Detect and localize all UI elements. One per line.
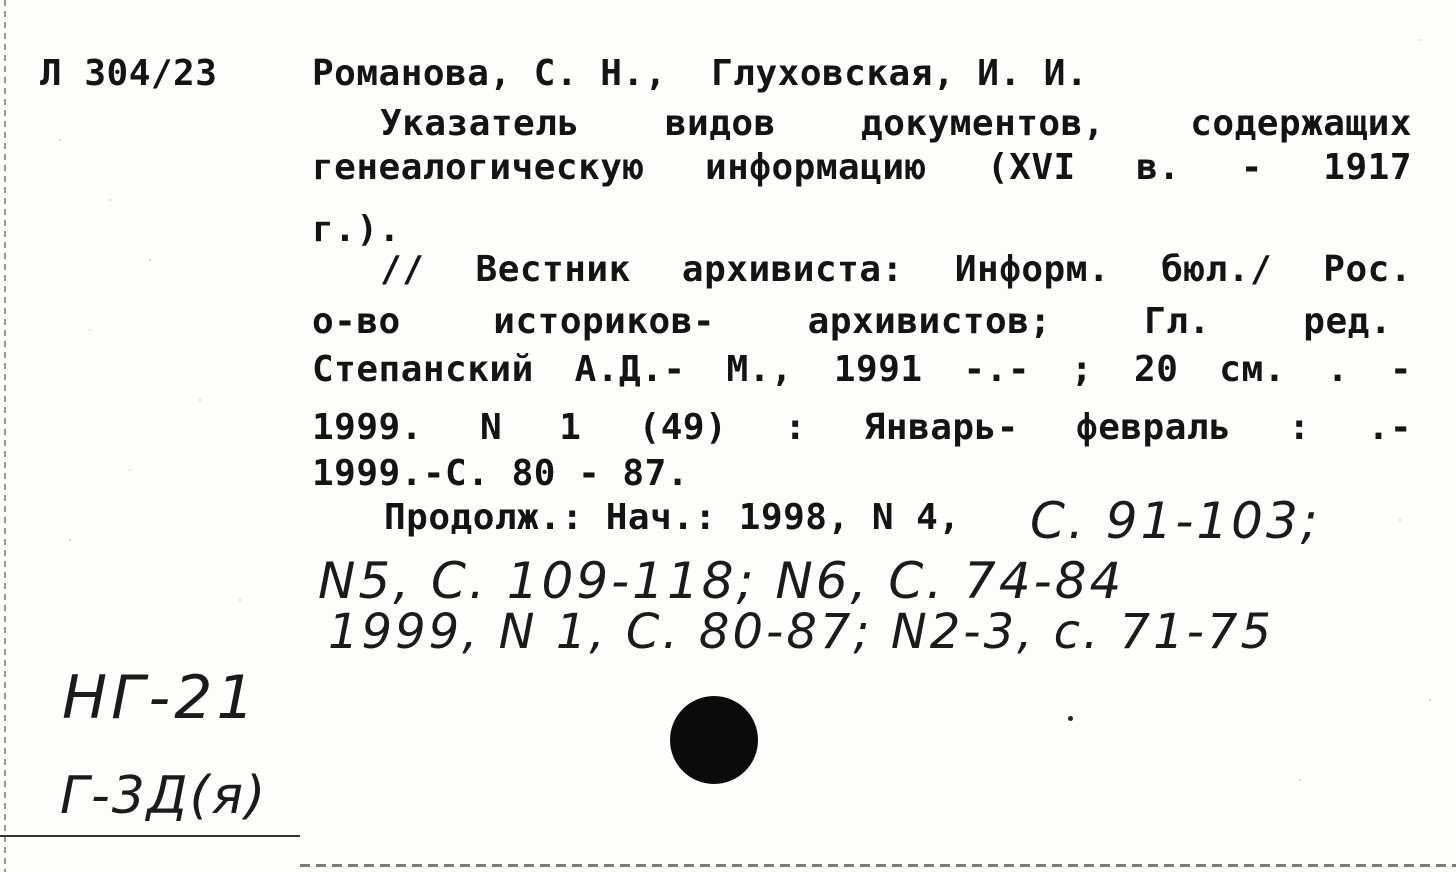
source-line-2: о-во историков- архивистов; Гл. ред. — [312, 301, 1392, 342]
handwritten-continuation: С. 91-103; — [1030, 492, 1321, 550]
source-line-3: Степанский А.Д.- М., 1991 -.- ; 20 см. . - — [312, 349, 1412, 390]
shelf-mark: Л 304/23 — [40, 53, 218, 94]
bottom-rule — [0, 835, 300, 837]
handwritten-code-2: Г-3Д(я) — [60, 766, 268, 826]
handwritten-code-1: НГ-21 — [62, 663, 259, 733]
continuation-line: Продолж.: Нач.: 1998, N 4, — [384, 497, 961, 538]
title-line-2: генеалогическую информацию (XVI в. - 1917 — [312, 147, 1412, 188]
card-left-edge — [4, 0, 6, 872]
card-bottom-edge — [300, 864, 1456, 867]
title-line-3: г.). — [312, 209, 401, 250]
handwritten-line-2: N5, С. 109-118; N6, С. 74-84 — [318, 552, 1125, 610]
pages-line: 1999.-С. 80 - 87. — [312, 453, 689, 494]
source-line-4: 1999. N 1 (49) : Январь- февраль : .- — [312, 407, 1412, 448]
title-line-1: Указатель видов документов, содержащих — [380, 103, 1412, 144]
source-line-1: // Вестник архивиста: Информ. бюл./ Рос. — [380, 249, 1412, 290]
punch-hole — [670, 696, 758, 784]
handwritten-line-3: 1999, N 1, С. 80-87; N2-3, с. 71-75 — [328, 604, 1275, 660]
ink-speck — [1068, 716, 1073, 721]
authors-line: Романова, С. Н., Глуховская, И. И. — [312, 53, 1089, 94]
